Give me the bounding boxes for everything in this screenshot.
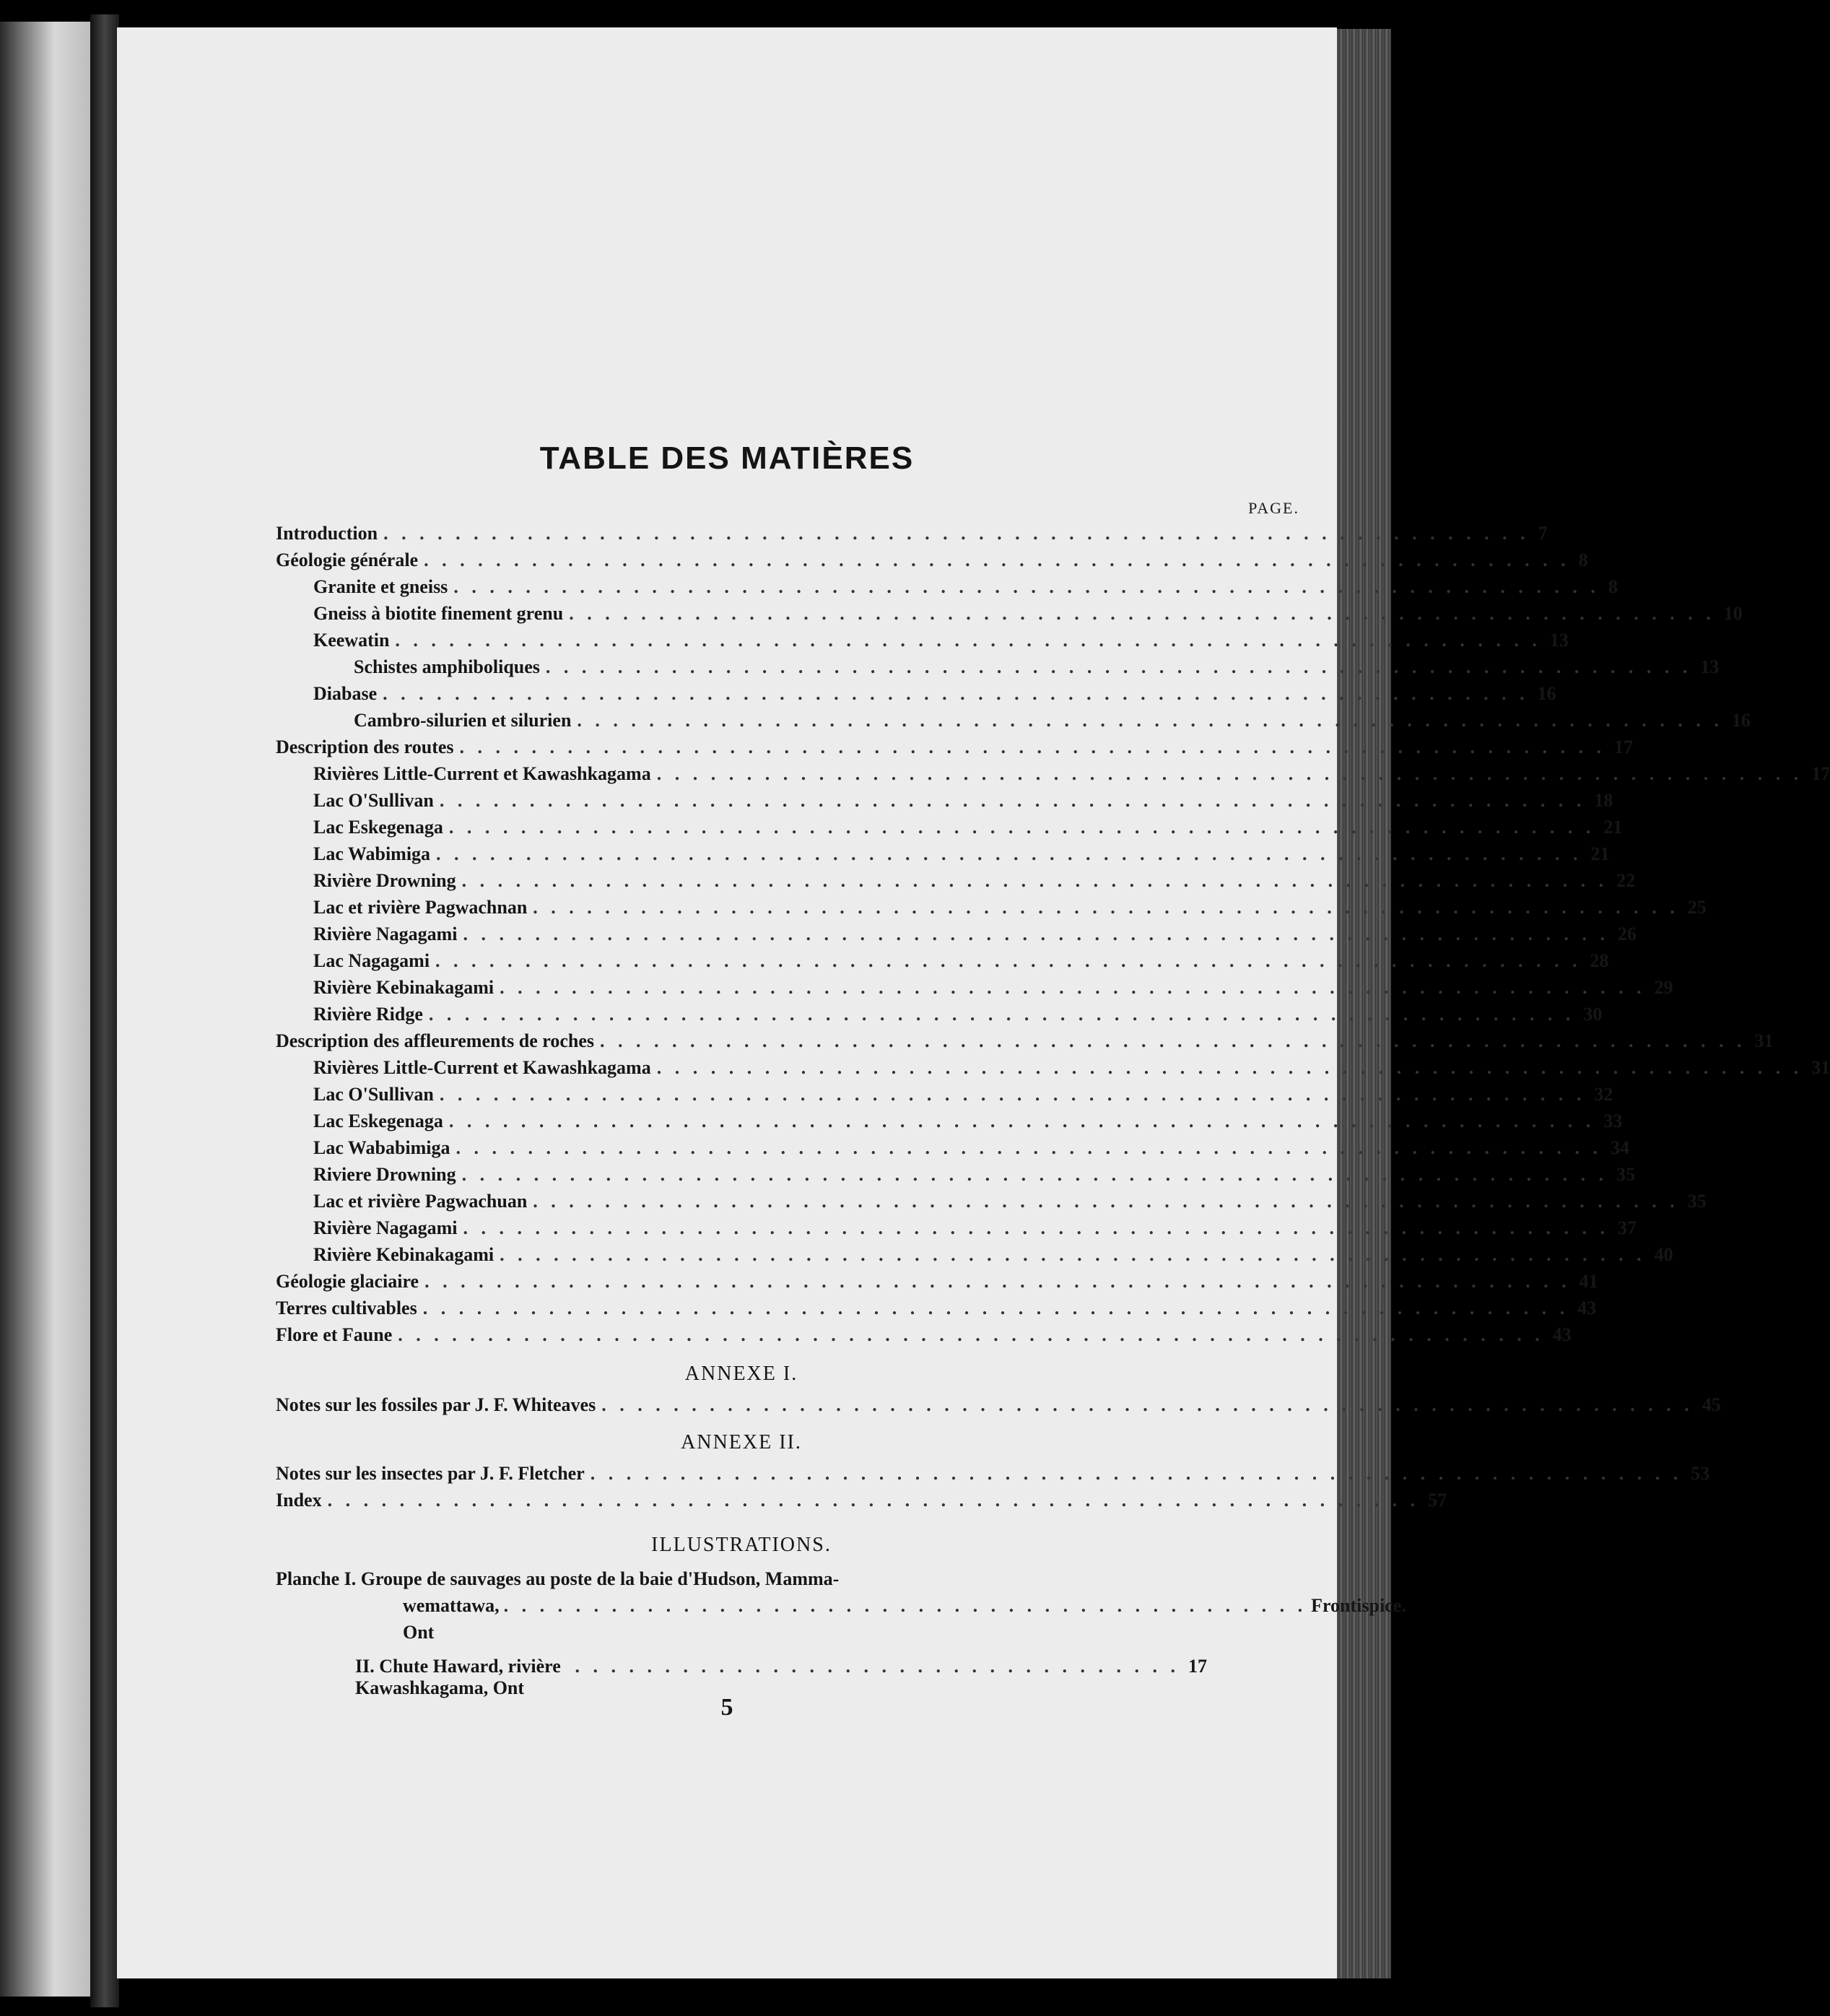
toc-leader: . . . . . . . . . . . . . . . . . . . . . . . . . . . . . . . . . . . . . . . . . . . . . . . . . . . . . . . . . . . . . . . . (461, 870, 1608, 891)
toc-page-number: 30 (1583, 1004, 1603, 1025)
toc-entry-text: Flore et Faune (276, 1324, 393, 1345)
toc-page-number: 28 (1590, 950, 1609, 971)
toc-row (276, 1490, 1447, 1516)
toc-leader: . . . . . . . . . . . . . . . . . . . . . . . . . . . . . . . . . . . . . . . . . . . . . . . . . . . . . . . . . . . . . . . . (461, 1164, 1608, 1185)
toc-page-number: 10 (1723, 603, 1743, 624)
toc-page-number: 13 (1700, 656, 1720, 677)
page-column-label: PAGE. (1248, 499, 1299, 517)
toc-leader: . . . . . . . . . . . . . . . . . . . . . . . . . . . . . . . . . . . . . . . . . . . . . . . . . . . . . . . . . . . . . . . . (448, 817, 1595, 838)
toc-page-number: 18 (1594, 790, 1613, 811)
toc-leader: . . . . . . . . . . . . . . . . . . . . . . . . . . . . . . . . . . . . . . . . . . . . . . . . . . . . . . . . . . . . . . . . (395, 630, 1541, 651)
toc-entry-text: Lac Eskegenaga (313, 1111, 443, 1131)
toc-leader: . . . . . . . . . . . . . . . . . . . . . . . . . . . . . . . . . . . . . . . . . . . . . . . . . . . . . . . . . . . . . (327, 1490, 1420, 1511)
plate-1-caption-line-1: Planche I. Groupe de sauvages au poste de la baie d'Hudson, Mamma- (276, 1568, 840, 1589)
table-of-contents (276, 523, 1830, 1699)
annex-1-heading: ANNEXE I. (684, 1363, 798, 1385)
toc-row (276, 1271, 1598, 1298)
toc-leader: . . . . . . . . . . . . . . . . . . . . . . . . . . . . . . . . . . . . . . . . . . . . . . . . . . . . . . . . . . . . . . . . (435, 950, 1582, 971)
toc-entry-text: Keewatin (313, 630, 390, 651)
toc-leader: . . . . . . . . . . . . . . . . . . . . . . . . . . . . . . . . . . . . . . . . . . . . . . . . . . . . . . . . . . . . . . . . (463, 924, 1610, 944)
toc-page-number: 43 (1552, 1324, 1572, 1345)
toc-entry-text: Lac Wababimiga (313, 1137, 450, 1158)
toc-page-number: 7 (1538, 523, 1548, 544)
toc-entry-text: Lac Nagagami (313, 950, 430, 971)
plate-2-caption: II. Chute Haward, rivière Kawashkagama, Ont (355, 1656, 561, 1698)
toc-entry-text: Index (276, 1490, 322, 1511)
toc-entry-text: Rivière Nagagami (313, 924, 458, 944)
toc-entry-text: Cambro-silurien et silurien (354, 710, 572, 731)
toc-entry-text: Introduction (276, 523, 378, 544)
toc-leader: . . . . . . . . . . . . . . . . . . . . . . . . . . . . . . . . . . . . . . . . . . . . . . . . . . . . . . . . . . . . . (601, 1394, 1694, 1415)
toc-leader: . . . . . . . . . . . . . . . . . . . . . . . . . . . . . . . . . . . . . . . . . . . . . . . . . . . . . . . . . . . . . . . . (448, 1111, 1595, 1131)
toc-entries (276, 523, 1830, 1351)
toc-leader: . . . . . . . . . . . . . . . . . . . . . . . . . . . . . . . . . . (575, 1656, 1180, 1677)
toc-row (276, 1164, 1636, 1191)
toc-row (276, 1244, 1673, 1271)
toc-page-number: 45 (1702, 1394, 1721, 1415)
toc-row (276, 549, 1588, 576)
toc-entry-text: Lac Eskegenaga (313, 817, 443, 838)
toc-row (276, 710, 1751, 737)
toc-row (276, 737, 1634, 763)
toc-leader: . . . . . . . . . . . . . . . . . . . . . . . . . . . . . . . . . . . . . . . . . . . . . . . . . . . . . . . . . . . . . . . . (533, 897, 1679, 918)
toc-entry-text: Rivières Little-Current et Kawashkagama (313, 763, 651, 784)
toc-leader: . . . . . . . . . . . . . . . . . . . . . . . . . . . . . . . . . . . . . . . . . . . . . . . . . . . . . . . . . . . . . (590, 1463, 1683, 1484)
toc-entry-text: Rivière Kebinakagami (313, 977, 494, 998)
toc-row (276, 656, 1720, 683)
toc-row (276, 1324, 1572, 1351)
toc-page-number: 33 (1603, 1111, 1623, 1131)
toc-row (276, 763, 1830, 790)
toc-entry-text: Rivière Kebinakagami (313, 1244, 494, 1265)
toc-leader: . . . . . . . . . . . . . . . . . . . . . . . . . . . . . . . . . . . . . . . . . . . . . . . . . . . . . . . . . . . . . . . . (428, 1004, 1575, 1025)
toc-page-number: 40 (1654, 1244, 1673, 1265)
toc-leader: . . . . . . . . . . . . . . . . . . . . . . . . . . . . . . . . . . . . . . . . . . . . . . . . . . . . . . . . . . . . . . . . (383, 523, 1530, 544)
toc-page-number: 16 (1537, 683, 1556, 704)
toc-page-number: 17 (1811, 763, 1830, 784)
toc-page-number: 21 (1603, 817, 1623, 838)
toc-row (276, 977, 1673, 1004)
toc-entry-text: Lac et rivière Pagwachuan (313, 1191, 528, 1212)
toc-row (276, 843, 1610, 870)
toc-leader: . . . . . . . . . . . . . . . . . . . . . . . . . . . . . . . . . . . . . . . . . . . . . . . . . . . . . . . . . . . . . . . . (453, 576, 1600, 597)
annex-2-heading: ANNEXE II. (681, 1431, 802, 1454)
toc-row (276, 523, 1548, 549)
toc-row (276, 817, 1623, 843)
plate-1-page: Frontispice. (1311, 1595, 1406, 1616)
toc-entry-text: Schistes amphiboliques (354, 656, 540, 677)
toc-leader: . . . . . . . . . . . . . . . . . . . . . . . . . . . . . . . . . . . . . . . . . . . . . . . . . . . . . . . . . . . . . . . . (439, 1084, 1586, 1105)
toc-entry-text: Diabase (313, 683, 378, 704)
toc-row (276, 683, 1556, 710)
toc-page-number: 35 (1687, 1191, 1707, 1212)
toc-entry-text: Notes sur les fossiles par J. F. Whiteaves (276, 1394, 596, 1415)
toc-entry-text: Terres cultivables (276, 1298, 417, 1318)
toc-page-number: 29 (1654, 977, 1673, 998)
toc-leader: . . . . . . . . . . . . . . . . . . . . . . . . . . . . . . . . . . . . . . . . . . . . . . . . . . . . . . . . . . . . . . . . (545, 656, 1692, 677)
toc-page-number: 8 (1578, 549, 1588, 570)
toc-page-number: 31 (1811, 1057, 1830, 1078)
toc-entry-text: Géologie glaciaire (276, 1271, 419, 1292)
toc-row (276, 1463, 1710, 1490)
toc-leader: . . . . . . . . . . . . . . . . . . . . . . . . . . . . . . . . . . . . . . . . . . . . . . . . . . . . . . . . . . . . . . . . (500, 977, 1646, 998)
book-page (117, 27, 1830, 1978)
toc-page-number: 13 (1549, 630, 1569, 651)
toc-row (276, 897, 1707, 924)
toc-leader: . . . . . . . . . . . . . . . . . . . . . . . . . . . . . . . . . . . . . . . . . . . . . . . . . . . . . . . . . . . . . . . . (424, 1271, 1571, 1292)
toc-row (276, 1137, 1630, 1164)
toc-leader: . . . . . . . . . . . . . . . . . . . . . . . . . . . . . . . . . . . . . . . . . . . . . . . . . . . . . . . . . . . . . . . . (656, 763, 1803, 784)
illustrations-heading: ILLUSTRATIONS. (651, 1534, 832, 1556)
toc-page-number: 17 (1614, 737, 1634, 757)
toc-leader: . . . . . . . . . . . . . . . . . . . . . . . . . . . . . . . . . . . . . . . . . . . . . . . . . . . . . . . . . . . . . . . . (422, 1298, 1569, 1318)
page-number: 5 (720, 1694, 733, 1721)
plate-1-caption-line-2-row (276, 1592, 1406, 1646)
toc-page-number: 53 (1691, 1463, 1710, 1484)
toc-row (276, 1111, 1623, 1137)
toc-row (276, 1030, 1774, 1057)
toc-entry-text: Notes sur les insectes par J. F. Fletcher (276, 1463, 585, 1484)
toc-row (276, 630, 1569, 656)
toc-row (276, 576, 1618, 603)
toc-page-number: 26 (1618, 924, 1637, 944)
toc-leader: . . . . . . . . . . . . . . . . . . . . . . . . . . . . . . . . . . . . . . . . . . . . . . . . . . . . . . . . . . . . . . . . (456, 1137, 1603, 1158)
plate-1-entry (276, 1565, 1406, 1646)
toc-page-number: 57 (1428, 1490, 1447, 1511)
toc-leader: . . . . . . . . . . . . . . . . . . . . . . . . . . . . . . . . . . . . . . . . . . . . . . . . . . . . . . . . . . . . . . . . (398, 1324, 1544, 1345)
plate-2-page: 17 (1188, 1656, 1207, 1677)
toc-page-number: 37 (1618, 1217, 1637, 1238)
toc-entry-text: Description des affleurements de roches (276, 1030, 594, 1051)
plate-1-caption-line-2: wemattawa, Ont (403, 1595, 500, 1643)
toc-row (276, 1217, 1637, 1244)
toc-page-number: 43 (1577, 1298, 1597, 1318)
toc-page-number: 25 (1687, 897, 1707, 918)
toc-leader: . . . . . . . . . . . . . . . . . . . . . . . . . . . . . . . . . . . . . . . . . . . . . . . . . . . . . . . . . . . . . . . . (436, 843, 1582, 864)
toc-leader: . . . . . . . . . . . . . . . . . . . . . . . . . . . . . . . . . . . . . . . . . . . . . . . . . . . . . . . . . . . . . . . . (424, 549, 1570, 570)
toc-row (276, 924, 1637, 950)
toc-leader: . . . . . . . . . . . . . . . . . . . . . . . . . . . . . . . . . . . . . . . . . . . . . (503, 1595, 1307, 1616)
toc-page-number: 31 (1754, 1030, 1774, 1051)
toc-leader: . . . . . . . . . . . . . . . . . . . . . . . . . . . . . . . . . . . . . . . . . . . . . . . . . . . . . . . . . . . . . . . . (577, 710, 1723, 731)
toc-leader: . . . . . . . . . . . . . . . . . . . . . . . . . . . . . . . . . . . . . . . . . . . . . . . . . . . . . . . . . . . . . . . . (569, 603, 1715, 624)
toc-row (276, 603, 1743, 630)
toc-row (276, 870, 1636, 897)
toc-entry-text: Géologie générale (276, 549, 419, 570)
toc-row (276, 790, 1613, 817)
toc-row (276, 1057, 1830, 1084)
toc-entry-text: Rivières Little-Current et Kawashkagama (313, 1057, 651, 1078)
toc-leader: . . . . . . . . . . . . . . . . . . . . . . . . . . . . . . . . . . . . . . . . . . . . . . . . . . . . . . . . . . . . . . . . (533, 1191, 1679, 1212)
toc-leader: . . . . . . . . . . . . . . . . . . . . . . . . . . . . . . . . . . . . . . . . . . . . . . . . . . . . . . . . . . . . . . . . (439, 790, 1586, 811)
toc-entry-text: Lac Wabimiga (313, 843, 431, 864)
toc-entry-text: Lac et rivière Pagwachnan (313, 897, 528, 918)
toc-entry-text: Rivière Nagagami (313, 1217, 458, 1238)
toc-leader: . . . . . . . . . . . . . . . . . . . . . . . . . . . . . . . . . . . . . . . . . . . . . . . . . . . . . . . . . . . . . . . . (656, 1057, 1803, 1078)
toc-page-number: 32 (1594, 1084, 1613, 1105)
toc-leader: . . . . . . . . . . . . . . . . . . . . . . . . . . . . . . . . . . . . . . . . . . . . . . . . . . . . . . . . . . . . . . . . (500, 1244, 1646, 1265)
toc-entry-text: Description des routes (276, 737, 454, 757)
toc-row (276, 1298, 1597, 1324)
toc-page-number: 21 (1590, 843, 1610, 864)
toc-leader: . . . . . . . . . . . . . . . . . . . . . . . . . . . . . . . . . . . . . . . . . . . . . . . . . . . . . . . . . . . . . . . . (383, 683, 1529, 704)
toc-page-number: 8 (1608, 576, 1618, 597)
toc-page-number: 16 (1731, 710, 1751, 731)
toc-page-number: 35 (1616, 1164, 1636, 1185)
toc-entry-text: Riviere Drowning (313, 1164, 456, 1185)
toc-row (276, 1394, 1721, 1421)
toc-row (276, 1084, 1613, 1111)
left-page-edge (0, 22, 90, 1997)
toc-entry-text: Rivière Drowning (313, 870, 456, 891)
toc-page-number: 22 (1616, 870, 1636, 891)
toc-row (276, 1004, 1603, 1030)
toc-leader: . . . . . . . . . . . . . . . . . . . . . . . . . . . . . . . . . . . . . . . . . . . . . . . . . . . . . . . . . . . . . . . . (599, 1030, 1746, 1051)
plate-2-entry (276, 1656, 1207, 1699)
toc-leader: . . . . . . . . . . . . . . . . . . . . . . . . . . . . . . . . . . . . . . . . . . . . . . . . . . . . . . . . . . . . . . . . (463, 1217, 1610, 1238)
toc-entry-text: Lac O'Sullivan (313, 1084, 434, 1105)
page-title: TABLE DES MATIÈRES (539, 440, 915, 476)
toc-page-number: 41 (1579, 1271, 1598, 1292)
toc-row (276, 1191, 1707, 1217)
toc-row (276, 950, 1609, 977)
toc-entry-text: Granite et gneiss (313, 576, 448, 597)
toc-entry-text: Lac O'Sullivan (313, 790, 434, 811)
toc-entry-text: Gneiss à biotite finement grenu (313, 603, 564, 624)
book-gutter (90, 14, 119, 2007)
toc-leader: . . . . . . . . . . . . . . . . . . . . . . . . . . . . . . . . . . . . . . . . . . . . . . . . . . . . . . . . . . . . . . . . (459, 737, 1606, 757)
toc-entry-text: Rivière Ridge (313, 1004, 423, 1025)
toc-page-number: 34 (1611, 1137, 1630, 1158)
